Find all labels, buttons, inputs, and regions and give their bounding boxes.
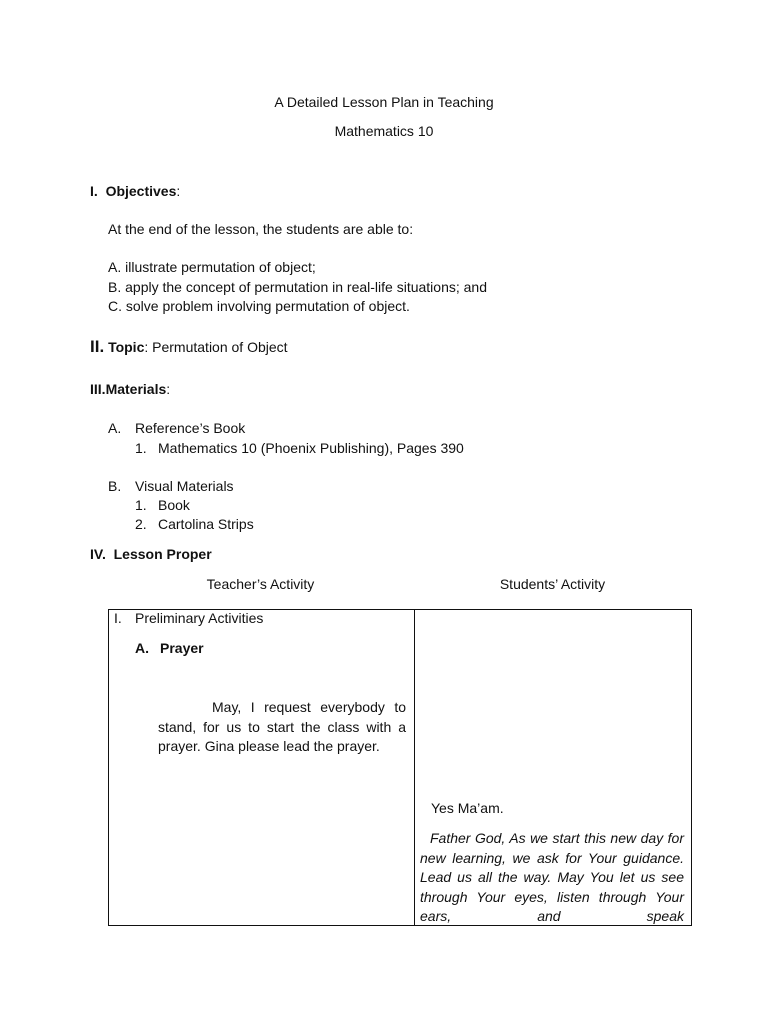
document-title: A Detailed Lesson Plan in Teaching	[274, 94, 494, 110]
materials-item-number: 1.	[135, 440, 147, 456]
topic-value: : Permutation of Object	[144, 339, 288, 355]
objectives-intro: At the end of the lesson, the students are able to:	[108, 221, 414, 237]
objectives-list	[108, 258, 487, 317]
section-number: III.	[90, 381, 106, 397]
materials-item: Mathematics 10 (Phoenix Publishing), Pages 390	[158, 440, 464, 456]
materials-group-marker: A.	[108, 420, 122, 436]
teacher-prayer-request: May, I request everybody to stand, for us to start the class with a prayer. Gina please lead the prayer.	[158, 699, 406, 754]
section-title: Lesson Proper	[113, 546, 212, 562]
objective-item: C. solve problem involving permutation of object.	[108, 298, 410, 314]
lesson-heading	[90, 545, 212, 563]
section-number: II.	[90, 337, 105, 356]
materials-group-marker: B.	[108, 478, 122, 494]
materials-item-number: 2.	[135, 516, 147, 532]
section-title: Topic	[108, 339, 145, 355]
section-title: Materials	[105, 381, 167, 397]
column-divider	[414, 610, 415, 925]
materials-group-label: Visual Materials	[135, 478, 234, 494]
section-number: I.	[90, 183, 98, 199]
prelim-label: Preliminary Activities	[135, 610, 264, 626]
materials-heading: III.Materials:	[90, 381, 171, 397]
objective-item: A. illustrate permutation of object;	[108, 259, 316, 275]
materials-item: Cartolina Strips	[158, 516, 254, 532]
materials-group-label: Reference’s Book	[135, 420, 246, 436]
topic-heading	[90, 338, 288, 356]
prelim-number: I.	[114, 610, 122, 626]
materials-item: Book	[158, 497, 190, 513]
student-reply: Yes Ma’am.	[431, 800, 504, 816]
materials-item-number: 1.	[135, 497, 147, 513]
objective-item: B. apply the concept of permutation in real-life situations; and	[108, 278, 487, 295]
prayer-label: Prayer	[160, 640, 204, 656]
document-subtitle: Mathematics 10	[334, 123, 434, 139]
objectives-heading: I. Objectives:	[90, 183, 181, 199]
section-number: IV.	[90, 546, 106, 562]
column-header-students: Students’ Activity	[499, 576, 606, 592]
column-header-teacher: Teacher’s Activity	[206, 576, 315, 592]
section-title: Objectives	[105, 183, 177, 199]
prayer-marker: A.	[135, 640, 149, 656]
student-prayer: Father God, As we start this new day for new learning, we ask for Your guidance. Lead us all the way. May You let us see through Your eyes, listen through Your ears, and speak	[420, 830, 684, 924]
